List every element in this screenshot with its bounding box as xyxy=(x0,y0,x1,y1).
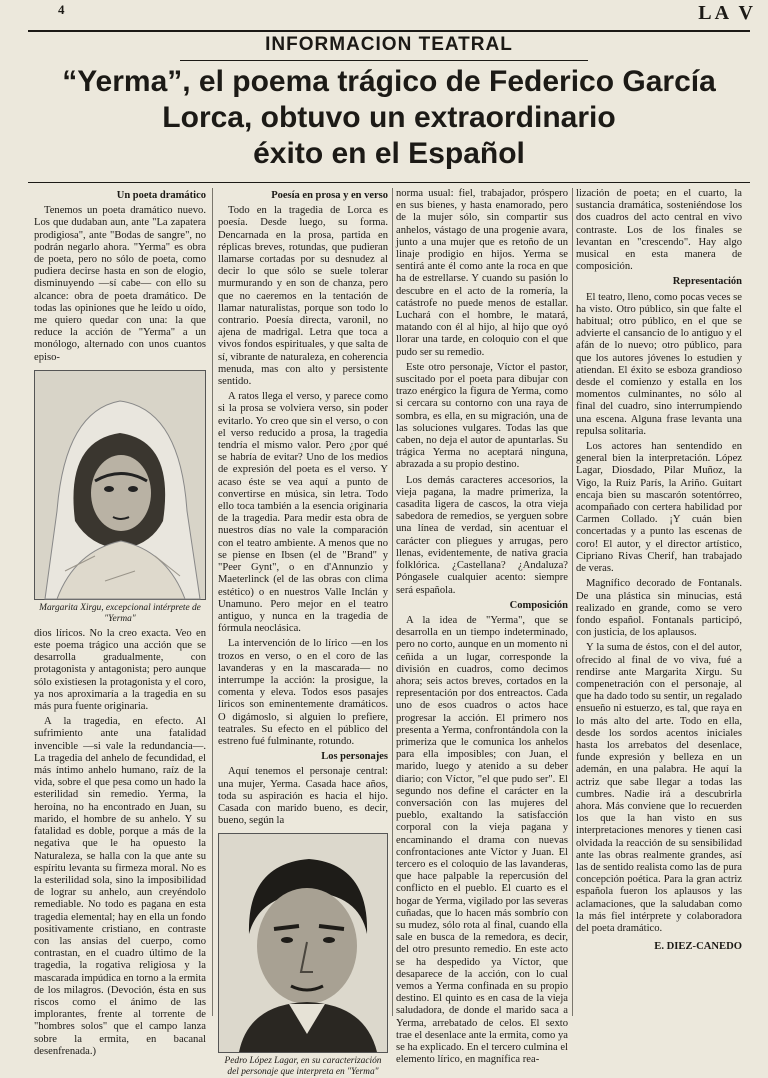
article-column-3 xyxy=(396,188,568,1066)
headline-line-2: Lorca, obtuvo un extraordinario xyxy=(162,101,616,134)
photo-caption: Pedro López Lagar, en su caracterización del personaje que interpreta en "Yerma" xyxy=(224,1056,382,1078)
subheading: Representación xyxy=(672,276,742,288)
author-signature: E. DIEZ-CANEDO xyxy=(654,941,742,953)
paragraph: lización de poeta; en el cuarto, la sustancia dramática, sosteniéndose los dos cuadros del acto central en vivo contraste. Los de los finales se levantan en "crescendo". Hay algo musical en esta manera de composición. xyxy=(576,188,742,273)
masthead: LA V xyxy=(698,2,756,24)
photo-caption: Margarita Xirgu, excepcional intérprete de "Yerma" xyxy=(39,602,201,624)
article-column-4 xyxy=(576,188,742,1018)
paragraph: dios líricos. No la creo exacta. Veo en este poema trágico una acción que se desarrolla gradualmente, con protagonista y antagonista; pero aunque sólo existiesen la protagonista y el coro, ya nos aproximaría a la tragedia en su más pura fuente originaria. xyxy=(34,627,206,713)
headline-rule xyxy=(28,182,750,183)
paragraph: Todo en la tragedia de Lorca es poesía. Desde luego, su forma. Dencarnada en la prosa, partida en réplicas breves, rotundas, que pudieran llamarse cortadas por su desnudez al decir lo que sólo se suele tolerar murmurando y en son de chanza, pero que no caeremos en la tentación de llamar naturalistas, porque son todo lo contrario. Poesía directa, varonil, no ajena de madrigal. Letra que toca a vivos fondos espirituales, y que salta de sí, vibrante de naturaleza, en coherencia menuda, mas con alto y persistente sentido. xyxy=(218,205,388,388)
section-heading: INFORMACION TEATRAL xyxy=(265,34,513,55)
paragraph: A la tragedia, en efecto. Al sufrimiento ante una fatalidad invencible —si vale la redundancia—. La tragedia del anhelo de fecundidad, el más íntimo anhelo humano, raíz de la vida, sobre el que pesa como un hado la esterilidad sin remedio. Yerma, la heroína, no ha encontrado en Juan, su marido, el hombre de su anhelo. Y su fatalidad es doble, porque a más de la negativa que le ha opuesto la Naturaleza, se halla con la que ante su espíritu levanta su firmeza moral. No es la esterilidad sola, sino la imposibilidad de lograr su anhelo, aun creyéndolo remediable. No todo es pagana en esta tragedia elemental; hay en ella un fondo positivamente cristiano, en contraste con las ansias del cuerpo, como contrastan, en el cuadro último de la tragedia, la rogativa religiosa y la mascarada impúdica en torno a la ermita de los milagros. (Devoción, ésta en sus riscos como el ánimo de las implorantes, frente al torrente de "hombres solos" que el campo lanza sobre la ermita, en bacanal desenfrenada.) xyxy=(34,716,206,1057)
article-column-1 xyxy=(34,188,206,1057)
paragraph: A ratos llega el verso, y parece como si la prosa se volviera verso, sin poder evitarlo. Yo creo que sin el verso, o con el verso reducido a prosa, la tragedia tendría el mismo valor. Pero ¿por qué se habría de evitar? Uno de los medios de expresión del poeta es el verso. Y acaso éste se vea aquí a punto de convertirse en música, sin letra. Todo ello toca también a la esencia originaria de la tragedia. Para medir esta obra de nuestros días no vale la comparación con el teatro ambiente. A menos que no se piense en Ibsen (el de "Brand" y "Peer Gynt", o en d'Annunzio y Maeterlinck (el de las obras con clima estético) o en nuestros Valle Inclán y Unamuno. Pero mejor en el teatro antiguo, y nunca en la tragedia de fórmula neoclásica. xyxy=(218,391,388,635)
photo-margarita-xirgu xyxy=(34,370,206,600)
paragraph: Los actores han sentendido en general bien la interpretación. López Lagar, Diosdado, Pilar Muñoz, la Vigo, la Ruiz París, la Ariño. Guitart encaja bien su mascarón sotentórreo, acompañado con certera habilidad por Carmen Collado. ¡Y cuán bien concertadas y a punto las escenas de coro! El autor, y el director artístico, Cipriano Rivas Cherif, han trabajado de veras. xyxy=(576,441,742,575)
subheading: Poesía en prosa y en verso xyxy=(271,190,388,201)
headline-line-3: éxito en el Español xyxy=(253,137,525,170)
paragraph: El teatro, lleno, como pocas veces se ha visto. Otro público, sin que falte el habitual; otro público, en el que se advierte el cansancio de lo antiguo y el afán de lo nuevo; otro público, para que los autores jóvenes lo estudien y atiendan. El éxito se esboza grandioso desde el comienzo y estalla en los momentos culminantes, no sólo al final del cuadro, sino interrumpiendo una escena. Alguna frase levanta una repulsa solitaria. xyxy=(576,291,742,437)
article-column-2 xyxy=(218,188,388,1078)
column-divider xyxy=(392,188,393,1016)
section-rule xyxy=(180,60,588,61)
paragraph: Aquí tenemos el personaje central: una mujer, Yerma. Casada hace años, toda su aspiración es hacia el hijo. Casada con marido bueno, es decir, bueno, según la xyxy=(218,766,388,827)
photo-pedro-lopez-lagar xyxy=(218,833,388,1053)
page-marker: 4 xyxy=(58,2,65,17)
subheading: Composición xyxy=(509,599,568,611)
paragraph: Los demás caracteres accesorios, la vieja pagana, la madre primeriza, la casadita ligera de cascos, la otra vieja sabedora de remedios, se yerguen sobre una línea de verdad, sin acentuar el carácter con pliegues y arrugas, pero llenas, evidentemente, de nativa gracia folklórica. ¿Castellana? ¿Andaluza? Póngasele cualquier acento: siempre será española. xyxy=(396,474,568,596)
subheading: Un poeta dramático xyxy=(116,190,206,201)
column-divider xyxy=(212,188,213,1016)
headline xyxy=(28,64,750,172)
paragraph: La intervención de lo lírico —en los trozos en verso, o en el coro de las lavanderas y en la mascarada— no interrumpe la acción: la prosigue, la comenta y eleva. Todos esos pasajes líricos son eminentemente dramáticos. O digámoslo, si alguien lo prefiere, teatrales. Su efecto en el público del estreno fué fulminante, rotundo. xyxy=(218,638,388,747)
headline-line-1: “Yerma”, el poema trágico de Federico García xyxy=(62,65,716,98)
column-divider xyxy=(572,188,573,1016)
paragraph: Magnífico decorado de Fontanals. De una plástica sin minucias, está realizado en grande, como se vero fondo español. Fontanals participó, con justicia, de los aplausos. xyxy=(576,578,742,639)
top-rule xyxy=(28,30,750,32)
paragraph: A la idea de "Yerma", que se desarrolla en un tiempo indeterminado, pero no corto, aunque en un momento ni ceñida a un lugar, corresponde la división en cuadros, como decimos ahora; seis actos breves, cortados en la representación por dos entreactos. Cada uno de esos cuadros o actos hace progresar la acción. El primero nos presenta a Yerma, confrontándola con la primeriza que le comunica los anhelos para ella imposibles; con Juan, el marido, luego y atenido a su deber diario; con Víctor, "el que pudo ser". El segundo nos define el carácter en la conversación con las mujeres del pueblo, exaltando la satisfacción corporal con la vieja pagana y encaminando el drama con nuevas confrontaciones ante Víctor y Juan. El tercero es el coloquio de las lavanderas, que hace palpable la repercusión del conflicto en el pueblo. El cuarto es el hogar de Yerma, vigilado por las severas cuñadas, que lo hacen más sombrío con su mudez, sólo rota al final, cuando ella sale en busca de la remedora, es decir, del otro presunto remedio. En este acto se ha despedido ya Víctor, que desaparece de la acción, con lo cual vemos a Yerma confinada en su propio destino. El quinto es en casa de la vieja saludadora, de donde el marido saca a Yerma, arrebatado de celos. El sexto trae el desenlace ante la ermita, como ya se ha explicado. En el tercero culmina el elemento lírico, en magnífica rea- xyxy=(396,614,568,1066)
paragraph: Este otro personaje, Víctor el pastor, suscitado por el poeta para dibujar con trazo enérgico la figura de Yerma, como si cercara su contorno con una raya de sombra, es ella, en su migración, una de las soluciones vulgares. Todas las que caben, no deja el autor de apuntarlas. Su trágica Yerma no aceptará ninguna, abrazada a su propio destino. xyxy=(396,361,568,471)
paragraph: norma usual: fiel, trabajador, próspero en sus bienes, y hasta enamorado, pero de la mujer sólo, sin compartir sus anhelos, vástago de una progenie avara, junto a una mujer que es retoño de un linaje prodigio en hijos. Yerma se sentirá ante él como ante la roca en que ha de estrellarse. Y cuando su pasión lo descubre en el acto de la romería, la catástrofe no puede menos de estallar. Luchará con el hombre, le matará, matando con él al hijo, al hijo que oyó llorar una tarde, en coloquio con el que pudo ser su remedio. xyxy=(396,188,568,358)
paragraph: Tenemos un poeta dramático nuevo. Los que dudaban aun, ante "La zapatera prodigiosa", ante "Bodas de sangre", no podrán negarlo ahora. "Yerma" es obra de poeta, pero no sólo de poeta, como pudiera decirse hasta en son de elogio, disminuyendo —sí cabe— con ello su alcance: obra de poeta dramático. De todas las opiniones que he leído u oído, me quiero quedar con una: la que reduce la acción de "Yerma" a un monólogo, alternado con unos cuantos episo- xyxy=(34,205,206,363)
paragraph: Y la suma de éstos, con el del autor, ofrecido al final de vo viva, fué a rendirse ante Margarita Xirgu. Su compenetración con el personaje, al que ha dado todo su sentir, un regalado ensueño ni estuerzo, es tal, que raya en lo más alto del arte. Todo en ella, desde los sordos acentos iniciales hasta los arrebatos del desenlace, funde expresión y belleza en un ademán, en una palabra. He aquí la actriz que sabe llegar a todas las cumbres. Nadie irá a descubrirla ahora. Más conviene que lo recuerden los que la han visto en sus interpretaciones menores y tienen casi olvidada la reacción de su sensibilidad ante las obras realmente grandes, así las de sentido realista como las de pura concepción poética. Para la gran actriz española fueron los aplausos y las aclamaciones, que la saludaban como la más fiel intérprete y colaboradora del poeta dramático. xyxy=(576,642,742,934)
subheading: Los personajes xyxy=(321,751,388,763)
